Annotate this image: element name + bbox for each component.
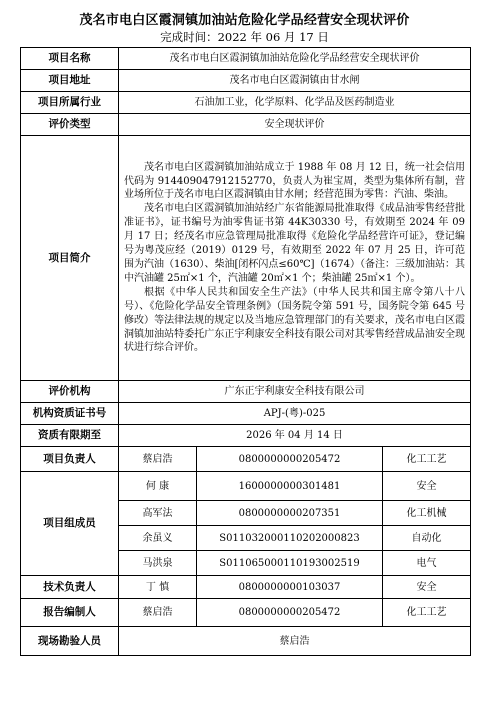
agency-value: 广东正宇利康安全科技有限公司 [119, 381, 471, 403]
eval-type-value: 安全现状评价 [119, 114, 471, 136]
member-id: S011065000110193002519 [197, 551, 383, 576]
completion-date: 完成时间：2022 年 06 月 17 日 [160, 30, 329, 44]
leader-id: 0800000000205472 [197, 447, 383, 472]
leader-field: 化工工艺 [383, 447, 471, 472]
validity-value: 2026 年 04 月 14 日 [119, 425, 471, 447]
member-name: 马洪泉 [119, 551, 197, 576]
leader-label: 项目负责人 [21, 447, 119, 472]
row-tech [21, 576, 471, 599]
survey-label: 现场勘验人员 [21, 627, 119, 656]
report-name: 蔡启浩 [119, 599, 197, 627]
eval-type-label: 评价类型 [21, 114, 119, 136]
row-survey [21, 627, 471, 656]
member-id: 0800000000207351 [197, 501, 383, 526]
member-name: 何 康 [119, 472, 197, 501]
project-name-label: 项目名称 [21, 48, 119, 70]
project-address-value: 茂名市电白区霞洞镇由甘水闸 [119, 70, 471, 92]
validity-label: 资质有限期至 [21, 425, 119, 447]
row-project-name [21, 48, 471, 70]
industry-label: 项目所属行业 [21, 92, 119, 114]
leader-name: 蔡启浩 [119, 447, 197, 472]
row-report [21, 599, 471, 627]
member-name: 高军法 [119, 501, 197, 526]
cert-label: 机构资质证书号 [21, 403, 119, 425]
tech-name: 丁 慎 [119, 576, 197, 599]
survey-value: 蔡启浩 [119, 627, 471, 656]
report-label: 报告编制人 [21, 599, 119, 627]
row-project-address [21, 70, 471, 92]
document-title: 茂名市电白区霞洞镇加油站危险化学品经营安全现状评价 [79, 13, 410, 28]
member-field: 电气 [383, 551, 471, 576]
members-label: 项目组成员 [21, 472, 119, 576]
member-row [21, 472, 471, 501]
row-validity [21, 425, 471, 447]
report-id: 0800000000205472 [197, 599, 383, 627]
info-table [20, 47, 471, 656]
tech-field: 安全 [383, 576, 471, 599]
member-field: 自动化 [383, 526, 471, 551]
row-leader [21, 447, 471, 472]
row-intro [21, 136, 471, 381]
intro-paragraph-1: 茂名市电白区霞洞镇加油站成立于 1988 年 08 月 12 日，统一社会信用代码为 914409047912152770，负责人为崔宝周，类型为集体所有制，营业场所位于茂名市电白区霞洞镇由甘水闸；经营范围为零售：汽油、柴油。 [124, 161, 466, 201]
row-cert [21, 403, 471, 425]
project-address-label: 项目地址 [21, 70, 119, 92]
member-id: 1600000000301481 [197, 472, 383, 501]
row-agency [21, 381, 471, 403]
member-field: 化工机械 [383, 501, 471, 526]
agency-label: 评价机构 [21, 381, 119, 403]
row-eval-type [21, 114, 471, 136]
intro-paragraph-3: 根据《中华人民共和国安全生产法》（中华人民共和国主席令第八十八号）、《危险化学品安全管理条例》（国务院令第 591 号，国务院令第 645 号修改）等法律法规的规定以及当地应急管理部门的有关要求，茂名市电白区霞洞镇加油站特委托广东正宇利康安全科技有限公司对其零售经营成品油安全现状进行综合评价。 [124, 286, 466, 354]
intro-paragraph-2: 茂名市电白区霞洞镇加油站经广东省能源局批准取得《成品油零售经营批准证书》，证书编号为油零售证书第 44K30330 号，有效期至 2024 年 09 月 17 日；经茂名市应急管理局批准取得《危险化学品经营许可证》，登记编号为粤茂应经（2019）0129 号，有效期至 2022 年 07 月 25 日，许可范围为汽油（1630）、柴油[闭杯闪点≤60℃]（1674）（备注：三级加油站：其中汽油罐 25㎡×1 个，汽油罐 20㎡×1 个；柴油罐 25㎡×1 个）。 [124, 203, 466, 284]
row-industry [21, 92, 471, 114]
project-name-value: 茂名市电白区霞洞镇加油站危险化学品经营安全现状评价 [119, 48, 471, 70]
report-field: 化工工艺 [383, 599, 471, 627]
intro-label: 项目简介 [21, 136, 119, 381]
tech-label: 技术负责人 [21, 576, 119, 599]
intro-text [119, 136, 471, 381]
member-name: 余虽义 [119, 526, 197, 551]
industry-value: 石油加工业，化学原料、化学品及医药制造业 [119, 92, 471, 114]
member-id: S011032000110202000823 [197, 526, 383, 551]
member-field: 安全 [383, 472, 471, 501]
tech-id: 0800000000103037 [197, 576, 383, 599]
cert-value: APJ-(粤)-025 [119, 403, 471, 425]
